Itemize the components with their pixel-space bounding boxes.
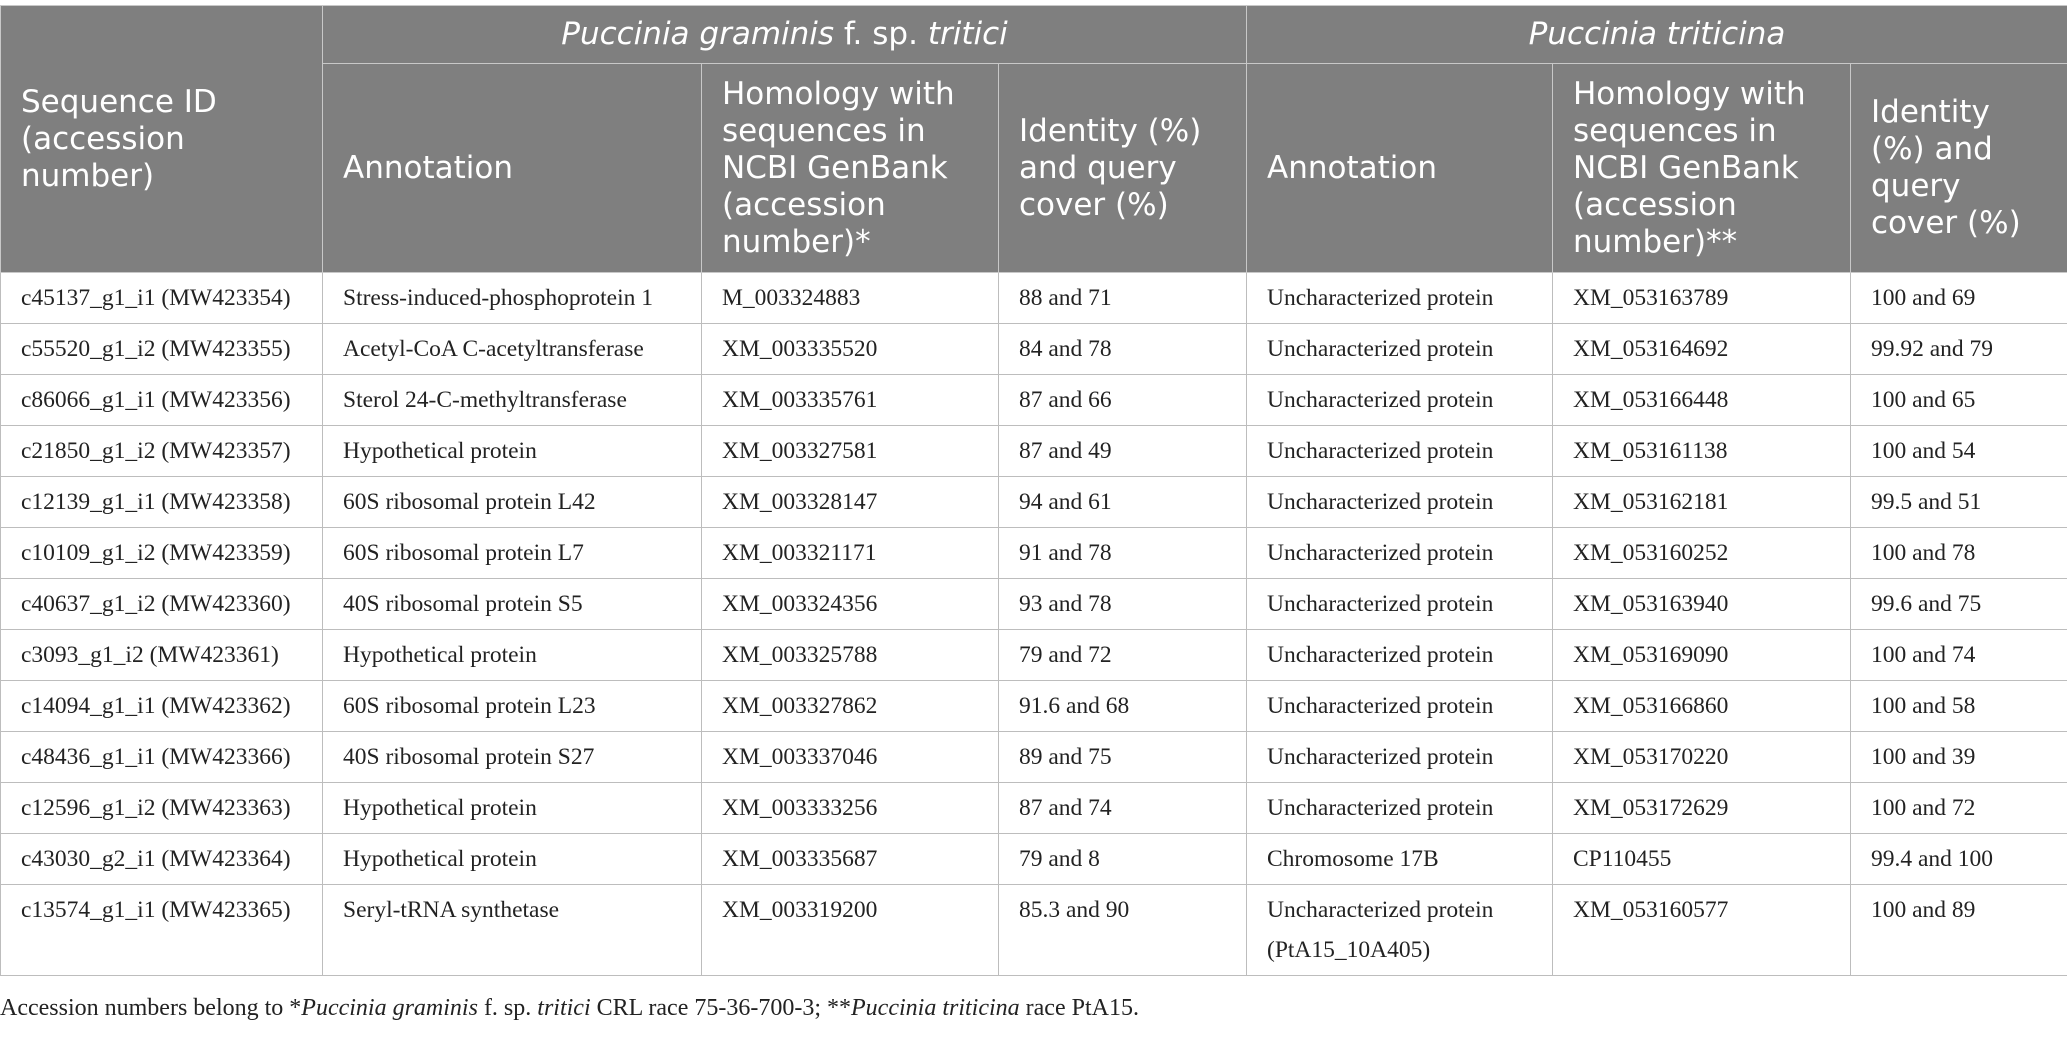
table-body [1,273,2067,976]
cell-pgt-identity-text: 93 and 78 [1019,591,1112,617]
cell-sequence-id [1,732,323,783]
cell-pt-annotation [1247,426,1553,477]
cell-pgt-identity [999,324,1247,375]
cell-pt-annotation [1247,528,1553,579]
cell-pt-annotation-text: Uncharacterized protein [1267,693,1494,719]
cell-pgt-identity [999,681,1247,732]
cell-pgt-annotation [323,630,702,681]
cell-pt-annotation [1247,885,1553,976]
header-sequence-id: Sequence ID (accession number) [1,6,323,273]
cell-pgt-homology-text: M_003324883 [722,285,861,311]
cell-sequence-id-text: c45137_g1_i1 (MW423354) [21,285,291,311]
cell-pgt-annotation-text: 40S ribosomal protein S5 [343,591,583,617]
cell-pt-homology-text: XM_053164692 [1573,336,1729,362]
pgt-species-name: Puccinia graminis [561,16,835,52]
cell-pgt-identity [999,732,1247,783]
cell-pgt-homology [702,885,999,976]
cell-pgt-annotation [323,834,702,885]
cell-pgt-homology [702,834,999,885]
cell-pgt-annotation [323,579,702,630]
cell-pgt-identity-text: 89 and 75 [1019,744,1112,770]
cell-pgt-annotation-text: Seryl-tRNA synthetase [343,897,560,923]
cell-pt-homology [1553,885,1851,976]
cell-pt-homology-text: XM_053166448 [1573,387,1729,413]
cell-pt-annotation [1247,783,1553,834]
cell-sequence-id [1,477,323,528]
cell-pgt-identity [999,273,1247,324]
cell-pt-homology [1553,783,1851,834]
cell-pt-annotation [1247,681,1553,732]
cell-pt-annotation [1247,324,1553,375]
header-pgt-identity: Identity (%) and query cover (%) [999,64,1247,273]
table-row [1,885,2067,976]
cell-pgt-homology [702,783,999,834]
cell-pgt-identity [999,426,1247,477]
cell-pgt-identity-text: 85.3 and 90 [1019,897,1130,923]
cell-pt-identity [1851,681,2067,732]
table-row [1,324,2067,375]
cell-pt-identity [1851,732,2067,783]
cell-pt-homology-text: XM_053170220 [1573,744,1729,770]
cell-sequence-id-text: c12596_g1_i2 (MW423363) [21,795,291,821]
cell-pt-homology-text: XM_053169090 [1573,642,1729,668]
cell-pt-identity [1851,834,2067,885]
cell-pt-annotation-text: Chromosome 17B [1267,846,1439,872]
cell-pt-homology [1553,579,1851,630]
table-row [1,528,2067,579]
cell-pt-identity [1851,273,2067,324]
cell-pgt-homology [702,477,999,528]
cell-pt-annotation-text: Uncharacterized protein [1267,285,1494,311]
cell-pt-identity-text: 100 and 65 [1871,387,1976,413]
cell-pgt-identity-text: 79 and 8 [1019,846,1100,872]
cell-pt-homology [1553,273,1851,324]
cell-sequence-id-text: c13574_g1_i1 (MW423365) [21,897,291,923]
footnote-pgt-suffix: CRL race 75-36-700-3; ** [590,995,852,1021]
cell-pgt-homology [702,273,999,324]
cell-sequence-id-text: c21850_g1_i2 (MW423357) [21,438,291,464]
cell-pgt-homology-text: XM_003321171 [722,540,877,566]
header-pgt-annotation: Annotation [323,64,702,273]
cell-pt-annotation [1247,579,1553,630]
cell-pt-annotation [1247,477,1553,528]
cell-sequence-id-text: c86066_g1_i1 (MW423356) [21,387,291,413]
cell-pt-annotation-secondary: (PtA15_10A405) [1267,937,1431,963]
footnote-pgt-middle: f. sp. [477,995,538,1021]
cell-sequence-id-text: c12139_g1_i1 (MW423358) [21,489,291,515]
cell-pt-homology-text: XM_053162181 [1573,489,1729,515]
header-pt-identity: Identity (%) and query cover (%) [1851,64,2067,273]
cell-pgt-identity-text: 91.6 and 68 [1019,693,1130,719]
cell-sequence-id [1,528,323,579]
cell-pt-homology [1553,477,1851,528]
cell-pt-identity-text: 100 and 39 [1871,744,1976,770]
cell-pt-identity [1851,528,2067,579]
table-row [1,732,2067,783]
cell-pgt-annotation [323,477,702,528]
cell-pt-homology [1553,528,1851,579]
cell-sequence-id [1,681,323,732]
table-row [1,681,2067,732]
footnote-pt-suffix: race PtA15. [1019,995,1139,1021]
footnote-prefix: Accession numbers belong to * [0,995,302,1021]
cell-sequence-id [1,426,323,477]
cell-pt-identity-text: 99.92 and 79 [1871,336,1994,362]
cell-pt-identity-text: 99.5 and 51 [1871,489,1982,515]
cell-sequence-id-text: c40637_g1_i2 (MW423360) [21,591,291,617]
pt-species-name: Puccinia triticina [1528,16,1786,52]
cell-pgt-annotation-text: Hypothetical protein [343,438,537,464]
cell-pt-annotation [1247,732,1553,783]
pgt-fsp-text: f. sp. [834,16,928,52]
header-pt-annotation: Annotation [1247,64,1553,273]
cell-pgt-annotation-text: 60S ribosomal protein L23 [343,693,596,719]
cell-pgt-identity-text: 91 and 78 [1019,540,1112,566]
cell-pt-annotation-text: Uncharacterized protein [1267,744,1494,770]
cell-pt-identity-text: 100 and 74 [1871,642,1976,668]
header-group-pgt [323,6,1247,64]
cell-pgt-homology [702,732,999,783]
cell-pt-identity [1851,426,2067,477]
cell-pgt-homology [702,426,999,477]
cell-pt-homology [1553,834,1851,885]
cell-pt-identity [1851,324,2067,375]
cell-pgt-annotation [323,375,702,426]
cell-pt-homology-text: XM_053161138 [1573,438,1728,464]
cell-pgt-homology-text: XM_003325788 [722,642,878,668]
table-row [1,273,2067,324]
cell-pt-identity [1851,477,2067,528]
cell-pt-homology-text: XM_053163789 [1573,285,1729,311]
cell-pgt-identity [999,885,1247,976]
cell-pt-annotation-text: Uncharacterized protein [1267,387,1494,413]
cell-pgt-annotation-text: Hypothetical protein [343,795,537,821]
cell-pgt-annotation [323,732,702,783]
footnote-pgt-species: Puccinia graminis [301,995,478,1021]
pgt-forma-name: tritici [927,16,1008,52]
cell-pgt-homology-text: XM_003335520 [722,336,878,362]
cell-pgt-identity [999,579,1247,630]
cell-pt-homology [1553,732,1851,783]
cell-pgt-annotation-text: Hypothetical protein [343,846,537,872]
header-pt-homology: Homology with sequences in NCBI GenBank (accession number)** [1553,64,1851,273]
cell-pgt-identity [999,528,1247,579]
cell-pt-identity-text: 100 and 78 [1871,540,1976,566]
cell-pgt-identity-text: 94 and 61 [1019,489,1112,515]
cell-pt-identity-text: 100 and 54 [1871,438,1976,464]
cell-pt-identity-text: 100 and 69 [1871,285,1976,311]
table-row [1,579,2067,630]
table-row [1,630,2067,681]
cell-pgt-homology-text: XM_003327862 [722,693,878,719]
cell-pgt-homology-text: XM_003327581 [722,438,878,464]
cell-pgt-homology-text: XM_003319200 [722,897,878,923]
cell-pt-homology-text: CP110455 [1573,846,1672,872]
cell-pgt-annotation [323,324,702,375]
cell-pt-annotation-text: Uncharacterized protein [1267,897,1494,923]
table-row [1,375,2067,426]
cell-sequence-id-text: c48436_g1_i1 (MW423366) [21,744,291,770]
cell-pgt-homology [702,630,999,681]
cell-pt-annotation [1247,375,1553,426]
table-row [1,834,2067,885]
cell-pt-homology [1553,426,1851,477]
cell-pt-annotation-text: Uncharacterized protein [1267,489,1494,515]
cell-pgt-annotation [323,681,702,732]
cell-pgt-annotation-text: 60S ribosomal protein L7 [343,540,584,566]
cell-pt-homology [1553,681,1851,732]
cell-sequence-id-text: c14094_g1_i1 (MW423362) [21,693,291,719]
cell-pt-identity [1851,885,2067,976]
cell-pt-homology-text: XM_053172629 [1573,795,1729,821]
cell-pt-identity-text: 99.6 and 75 [1871,591,1982,617]
cell-pt-homology [1553,324,1851,375]
cell-pgt-annotation [323,783,702,834]
table-row [1,477,2067,528]
cell-sequence-id [1,579,323,630]
cell-pt-annotation-text: Uncharacterized protein [1267,336,1494,362]
cell-pt-annotation [1247,273,1553,324]
header-group-row [1,6,2067,64]
cell-pgt-identity-text: 88 and 71 [1019,285,1112,311]
table-footnote [0,995,1139,1022]
cell-sequence-id-text: c3093_g1_i2 (MW423361) [21,642,279,668]
cell-pgt-identity-text: 87 and 66 [1019,387,1112,413]
cell-pt-identity [1851,783,2067,834]
cell-pgt-annotation [323,426,702,477]
cell-pgt-homology [702,375,999,426]
cell-pt-identity-text: 100 and 72 [1871,795,1976,821]
cell-pt-annotation [1247,834,1553,885]
cell-pgt-homology [702,579,999,630]
cell-pt-homology-text: XM_053160252 [1573,540,1729,566]
cell-pt-annotation [1247,630,1553,681]
cell-sequence-id [1,783,323,834]
cell-pt-homology [1553,630,1851,681]
cell-pt-identity-text: 100 and 58 [1871,693,1976,719]
cell-pgt-homology [702,528,999,579]
table-row [1,426,2067,477]
cell-pt-homology [1553,375,1851,426]
cell-pgt-homology-text: XM_003335687 [722,846,878,872]
homology-table [0,5,2067,976]
cell-pgt-annotation-text: 40S ribosomal protein S27 [343,744,595,770]
header-pgt-homology: Homology with sequences in NCBI GenBank (accession number)* [702,64,999,273]
cell-pgt-annotation [323,885,702,976]
cell-sequence-id [1,324,323,375]
cell-sequence-id-text: c55520_g1_i2 (MW423355) [21,336,291,362]
cell-pgt-annotation-text: Hypothetical protein [343,642,537,668]
cell-pt-identity [1851,579,2067,630]
cell-pgt-annotation [323,273,702,324]
header-group-pt [1247,6,2067,64]
cell-pgt-homology-text: XM_003337046 [722,744,878,770]
cell-pgt-annotation-text: Sterol 24-C-methyltransferase [343,387,627,413]
table-row [1,783,2067,834]
cell-sequence-id-text: c10109_g1_i2 (MW423359) [21,540,291,566]
cell-pgt-homology-text: XM_003333256 [722,795,878,821]
table-header [1,6,2067,273]
cell-pt-annotation-text: Uncharacterized protein [1267,795,1494,821]
data-table-container [0,5,2067,976]
cell-pt-identity-text: 100 and 89 [1871,897,1976,923]
cell-pt-annotation-text: Uncharacterized protein [1267,591,1494,617]
cell-pt-homology-text: XM_053163940 [1573,591,1729,617]
cell-pt-annotation-text: Uncharacterized protein [1267,642,1494,668]
cell-pgt-identity-text: 79 and 72 [1019,642,1112,668]
cell-sequence-id [1,834,323,885]
cell-pgt-homology [702,324,999,375]
cell-pgt-homology [702,681,999,732]
cell-pt-homology-text: XM_053166860 [1573,693,1729,719]
cell-pgt-homology-text: XM_003324356 [722,591,878,617]
cell-pgt-annotation-text: Stress-induced-phosphoprotein 1 [343,285,654,311]
cell-pgt-identity [999,630,1247,681]
cell-sequence-id-text: c43030_g2_i1 (MW423364) [21,846,291,872]
cell-pgt-annotation-text: Acetyl-CoA C-acetyltransferase [343,336,644,362]
cell-pt-homology-text: XM_053160577 [1573,897,1729,923]
cell-pgt-identity [999,783,1247,834]
cell-pt-annotation-text: Uncharacterized protein [1267,540,1494,566]
cell-pgt-identity [999,375,1247,426]
cell-pgt-annotation-text: 60S ribosomal protein L42 [343,489,596,515]
cell-pgt-identity-text: 84 and 78 [1019,336,1112,362]
cell-pgt-homology-text: XM_003328147 [722,489,878,515]
cell-sequence-id [1,885,323,976]
cell-pgt-identity [999,477,1247,528]
footnote-pt-species: Puccinia triticina [851,995,1020,1021]
cell-pgt-identity-text: 87 and 74 [1019,795,1112,821]
cell-sequence-id [1,375,323,426]
cell-pt-annotation-text: Uncharacterized protein [1267,438,1494,464]
cell-pt-identity [1851,375,2067,426]
cell-pgt-identity [999,834,1247,885]
footnote-pgt-forma: tritici [537,995,591,1021]
cell-pt-identity [1851,630,2067,681]
cell-sequence-id [1,630,323,681]
cell-pgt-identity-text: 87 and 49 [1019,438,1112,464]
cell-pgt-homology-text: XM_003335761 [722,387,878,413]
cell-pt-identity-text: 99.4 and 100 [1871,846,1994,872]
cell-sequence-id [1,273,323,324]
cell-pgt-annotation [323,528,702,579]
